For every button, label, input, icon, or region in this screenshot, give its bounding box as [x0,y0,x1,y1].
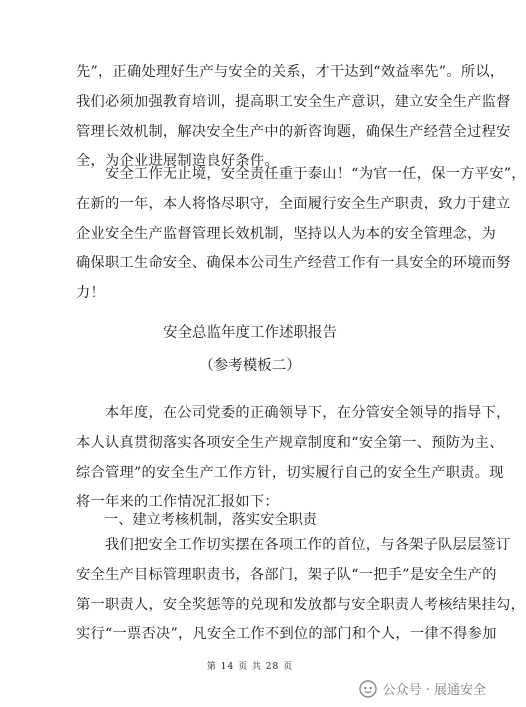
report-subtitle: （参考模板二） [199,358,301,374]
text-line: 本年度，在公司党委的正确领导下，在分管安全领导的指导下， [76,405,511,421]
text-line: 力！ [76,285,105,302]
text-line: 综合管理”的安全生产工作方针，切实履行自己的安全生产职责。现 [76,464,504,481]
watermark-text: 公众号 · 展通安全 [382,683,486,698]
report-title: 安全总监年度工作述职报告 [163,325,337,341]
text-line: 本人认真贯彻落实各项安全生产规章制度和“安全第一、预防为主、 [76,434,504,451]
paragraph-2 [76,160,526,309]
text-line: 管理长效机制，解决安全生产中的新咨询题，确保生产经营全过程安 [76,123,511,140]
section-heading: 一、建立考核机制，落实安全职责 [104,512,317,528]
wechat-icon [359,680,377,698]
text-line: 第一职责人，安全奖惩等的兑现和发放都与安全职责人考核结果挂勾， [76,596,526,613]
text-line: 安全工作无止境，安全责任重于泰山！“为官一任，保一方平安”， [76,166,526,182]
text-line: 我们必须加强教育培训，提高职工安全生产意识，建立安全生产监督 [76,93,511,110]
text-line: 先”，正确处理好生产与安全的关系，才干达到“效益率先”。所以， [76,64,505,80]
watermark [359,679,486,698]
text-line: 安全生产目标管理职责书，各部门，架子队“一把手”是安全生产的 [76,566,497,583]
text-line: 确保职工生命安全、确保本公司生产经营工作有一具安全的环境而努 [76,255,511,272]
text-line: 企业安全生产监督管理长效机制，坚持以人为本的安全管理念，为 [76,225,497,242]
page-number: 第 14 页 共 28 页 [206,662,294,672]
paragraph-4 [76,531,526,650]
text-line: 实行“一票否决”，凡安全工作不到位的部门和个人，一律不得参加 [76,626,497,643]
text-line: 将一年来的工作情况汇报如下： [76,494,279,511]
text-line: 在新的一年，本人将恪尽职守，全面履行安全生产职责，致力于建立 [76,195,511,212]
text-line: 全，为企业进展制造良好条件。 [76,153,279,170]
text-line: 我们把安全工作切实摆在各项工作的首位，与各架子队层层签订 [76,537,511,553]
paragraph-3 [76,399,511,518]
